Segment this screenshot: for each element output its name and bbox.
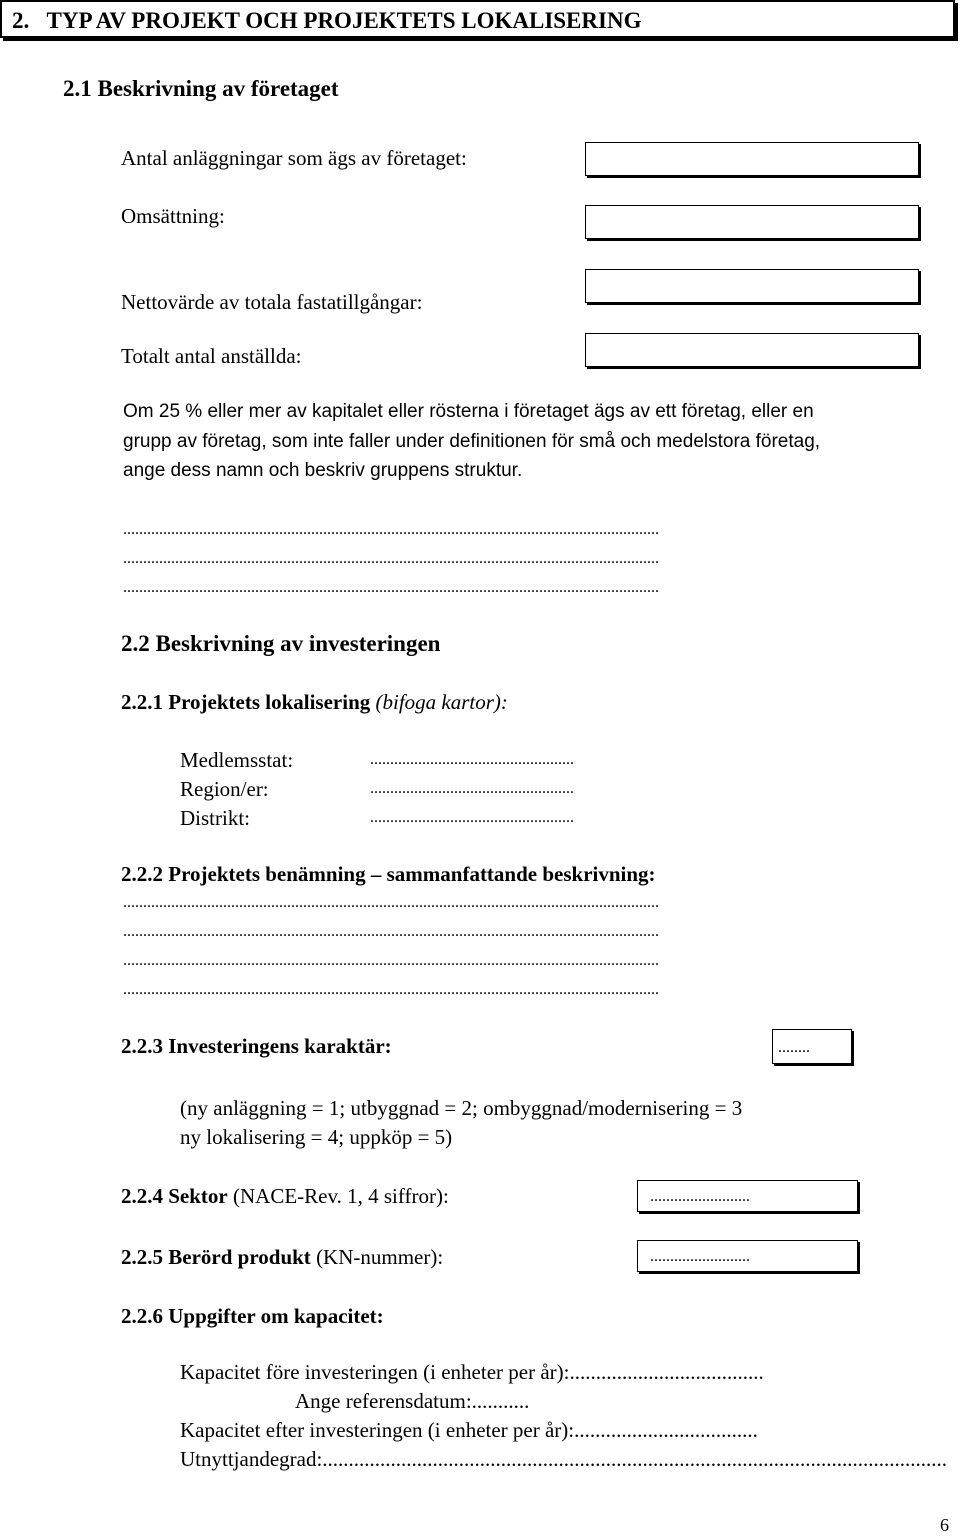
ownership-paragraph-line1: Om 25 % eller mer av kapitalet eller rösterna i företaget ägs av ett företag, eller en [123,401,814,422]
antal-label: Antal anläggningar som ägs av företaget: [121,146,467,170]
sektor-value: ......................... [650,1188,750,1205]
referensdatum[interactable]: Ange referensdatum:........... [295,1389,530,1413]
section-title: 2. TYP AV PROJEKT OCH PROJEKTETS LOKALISERING [12,8,642,33]
medlemsstat-label: Medlemsstat: [180,748,294,772]
distrikt-label: Distrikt: [180,806,251,830]
region-label: Region/er: [180,777,269,801]
s221-number: 2.2.1 [121,690,163,714]
page-number: 6 [940,1515,949,1535]
region-value[interactable]: ................................................... [370,780,574,797]
medlemsstat-value[interactable]: ................................................... [370,751,574,768]
answer-line[interactable]: ...................................................................................................................................... [123,579,659,596]
answer-line[interactable]: ...................................................................................................................................... [123,894,659,911]
anstallda-label: Totalt antal anställda: [121,344,302,368]
s224-bold: 2.2.4 Sektor [121,1184,228,1208]
ownership-paragraph-line3: ange dess namn och beskriv gruppens struktur. [123,460,523,481]
nettovarde-label: Nettovärde av totala fastatillgångar: [121,290,423,314]
s225-rest: (KN-nummer): [310,1245,444,1269]
subsection-2-2-6-heading: 2.2.6 Uppgifter om kapacitet: [121,1304,384,1328]
karaktar-field[interactable] [772,1029,852,1064]
anstallda-field[interactable] [585,333,919,367]
s221-bold: Projektets lokalisering [168,690,371,714]
subsection-2-2-1-heading [121,690,508,715]
subsection-2-2-5-heading [121,1245,443,1270]
distrikt-value[interactable]: ................................................... [370,809,574,826]
produkt-field[interactable] [637,1240,858,1272]
s225-bold: 2.2.5 Berörd produkt [121,1245,311,1269]
antal-field[interactable] [585,142,919,176]
karaktar-value: ........ [778,1039,810,1056]
answer-line[interactable]: ...................................................................................................................................... [123,952,659,969]
subsection-2-1-heading: 2.1 Beskrivning av företaget [63,76,339,101]
subsection-2-2-4-heading [121,1184,449,1209]
answer-line[interactable]: ...................................................................................................................................... [123,981,659,998]
subsection-2-2-heading: 2.2 Beskrivning av investeringen [121,631,441,656]
produkt-value: ......................... [650,1248,750,1265]
answer-line[interactable]: ...................................................................................................................................... [123,550,659,567]
nettovarde-field[interactable] [585,269,919,303]
s221-italic: (bifoga kartor): [375,690,508,714]
answer-line[interactable]: ...................................................................................................................................... [123,521,659,538]
section-header-box [0,0,955,38]
s224-rest: (NACE-Rev. 1, 4 siffror): [227,1184,449,1208]
kapacitet-fore[interactable]: Kapacitet före investeringen (i enheter per år):..................................... [180,1360,764,1384]
utnyttjandegrad[interactable]: Utnyttjandegrad:....................................................................................................................... [180,1447,948,1471]
karaktar-note-line1: (ny anläggning = 1; utbyggnad = 2; ombyggnad/modernisering = 3 [180,1096,743,1120]
subsection-2-2-2-heading: 2.2.2 Projektets benämning – sammanfattande beskrivning: [121,862,656,886]
sektor-field[interactable] [637,1180,858,1212]
karaktar-note-line2: ny lokalisering = 4; uppköp = 5) [180,1125,453,1149]
subsection-2-2-3-heading: 2.2.3 Investeringens karaktär: [121,1034,392,1058]
omsattning-label: Omsättning: [121,204,225,228]
omsattning-field[interactable] [585,205,919,239]
kapacitet-efter[interactable]: Kapacitet efter investeringen (i enheter per år):................................... [180,1418,758,1442]
answer-line[interactable]: ...................................................................................................................................... [123,923,659,940]
ownership-paragraph-line2: grupp av företag, som inte faller under definitionen för små och medelstora företag, [123,431,821,452]
